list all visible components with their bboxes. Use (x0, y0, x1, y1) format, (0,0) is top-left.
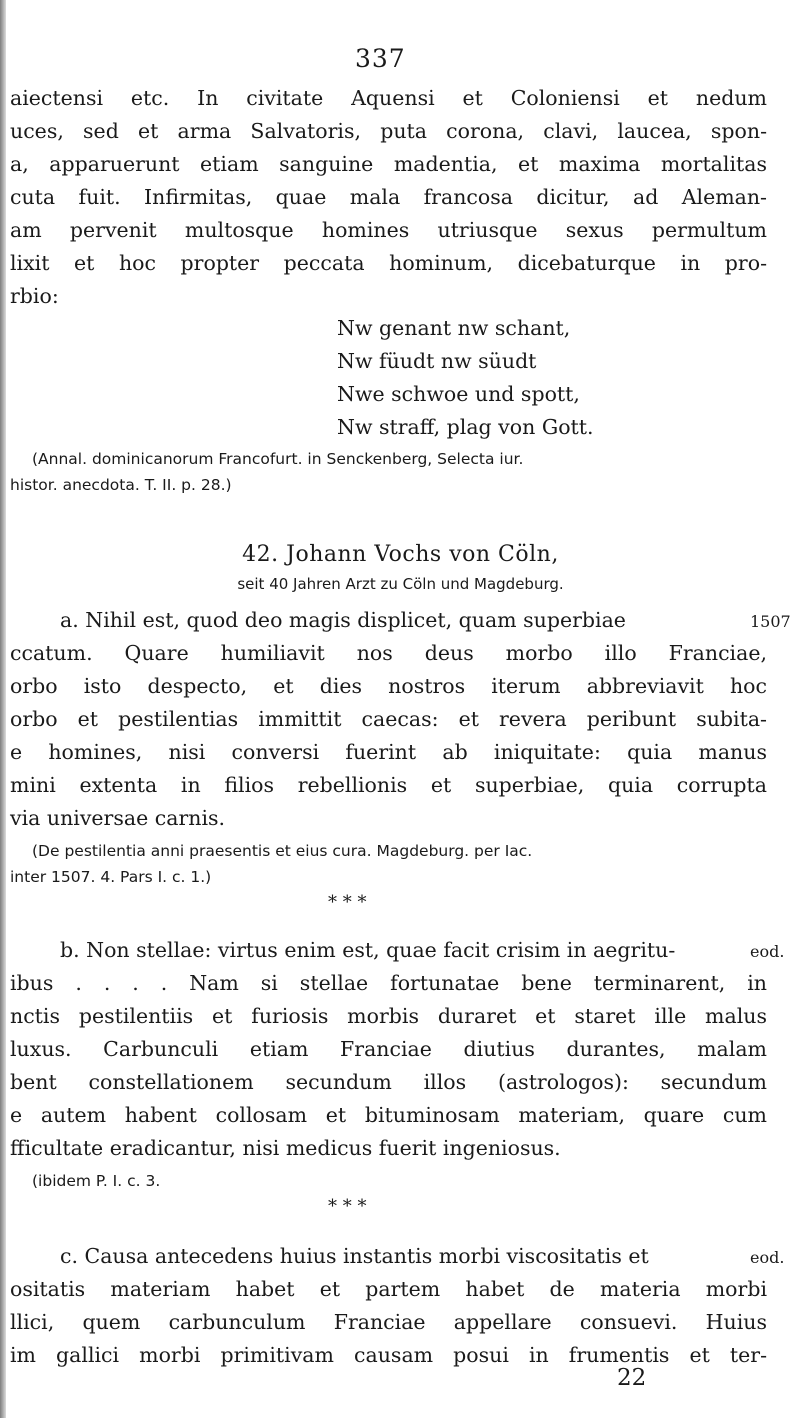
para-c-line: ositatis materiam habet et partem habet de materia morbi (10, 1277, 767, 1301)
para-b-line: luxus. Carbunculi etiam Franciae diutius durantes, malam (10, 1037, 767, 1061)
citation-line: inter 1507. 4. Pars I. c. 1.) (10, 868, 212, 886)
citation-line: (Annal. dominicanorum Francofurt. in Senckenberg, Selecta iur. (32, 450, 524, 468)
signature-mark: 22 (617, 1365, 647, 1391)
page-number-top: 337 (355, 44, 406, 73)
citation-line: (De pestilentia anni praesentis et eius cura. Magdeburg. per Iac. (32, 842, 533, 860)
para-b-line: nctis pestilentiis et furiosis morbis duraret et staret ille malus (10, 1004, 767, 1028)
margin-note-year: 1507 (750, 612, 791, 631)
page-spine-shadow (0, 0, 6, 1418)
para-b-line: b. Non stellae: virtus enim est, quae facit crisim in aegritu- (60, 938, 676, 962)
para-a-line: via universae carnis. (10, 806, 226, 830)
intro-line: a, apparuerunt etiam sanguine madentia, et maxima mortalitas (10, 152, 767, 176)
verse-line: Nwe schwoe und spott, (337, 382, 580, 406)
para-c-line: im gallici morbi primitivam causam posui in frumentis et ter- (10, 1343, 767, 1367)
para-b-line: e autem habent collosam et bituminosam materiam, quare cum (10, 1103, 767, 1127)
para-b-line: ibus . . . . Nam si stellae fortunatae bene terminarent, in (10, 971, 767, 995)
citation-line: (ibidem P. I. c. 3. (32, 1172, 161, 1190)
intro-line: aiectensi etc. In civitate Aquensi et Coloniensi et nedum (10, 86, 767, 110)
para-b-line: bent constellationem secundum illos (astrologos): secundum (10, 1070, 767, 1094)
citation-line: histor. anecdota. T. II. p. 28.) (10, 476, 232, 494)
para-a-line: ccatum. Quare humiliavit nos deus morbo illo Franciae, (10, 641, 767, 665)
para-b-line: fficultate eradicantur, nisi medicus fuerit ingeniosus. (10, 1136, 561, 1160)
margin-note-eod: eod. (750, 1248, 785, 1267)
para-c-line: c. Causa antecedens huius instantis morbi viscositatis et (60, 1244, 649, 1268)
para-a-line: mini extenta in filios rebellionis et superbiae, quia corrupta (10, 773, 767, 797)
intro-line: rbio: (10, 284, 59, 308)
para-a-line: a. Nihil est, quod deo magis displicet, quam superbiae (60, 608, 626, 632)
para-a-line: orbo et pestilentias immittit caecas: et revera peribunt subita- (10, 707, 767, 731)
para-c-line: llici, quem carbunculum Franciae appellare consuevi. Huius (10, 1310, 767, 1334)
intro-line: lixit et hoc propter peccata hominum, dicebaturque in pro- (10, 251, 767, 275)
verse-line: Nw straff, plag von Gott. (337, 415, 594, 439)
intro-line: cuta fuit. Infirmitas, quae mala francosa dicitur, ad Aleman- (10, 185, 767, 209)
section-subheading: seit 40 Jahren Arzt zu Cöln und Magdeburg. (237, 575, 564, 593)
section-heading: 42. Johann Vochs von Cöln, (242, 542, 559, 567)
para-a-line: e homines, nisi conversi fuerint ab iniquitate: quia manus (10, 740, 767, 764)
para-a-line: orbo isto despecto, et dies nostros iterum abbreviavit hoc (10, 674, 767, 698)
verse-line: Nw füudt nw süudt (337, 349, 537, 373)
intro-line: uces, sed et arma Salvatoris, puta corona, clavi, laucea, spon- (10, 119, 767, 143)
margin-note-eod: eod. (750, 942, 785, 961)
verse-line: Nw genant nw schant, (337, 316, 571, 340)
separator-stars: * * * (328, 892, 367, 913)
intro-line: am pervenit multosque homines utriusque sexus permultum (10, 218, 767, 242)
separator-stars: * * * (328, 1196, 367, 1217)
